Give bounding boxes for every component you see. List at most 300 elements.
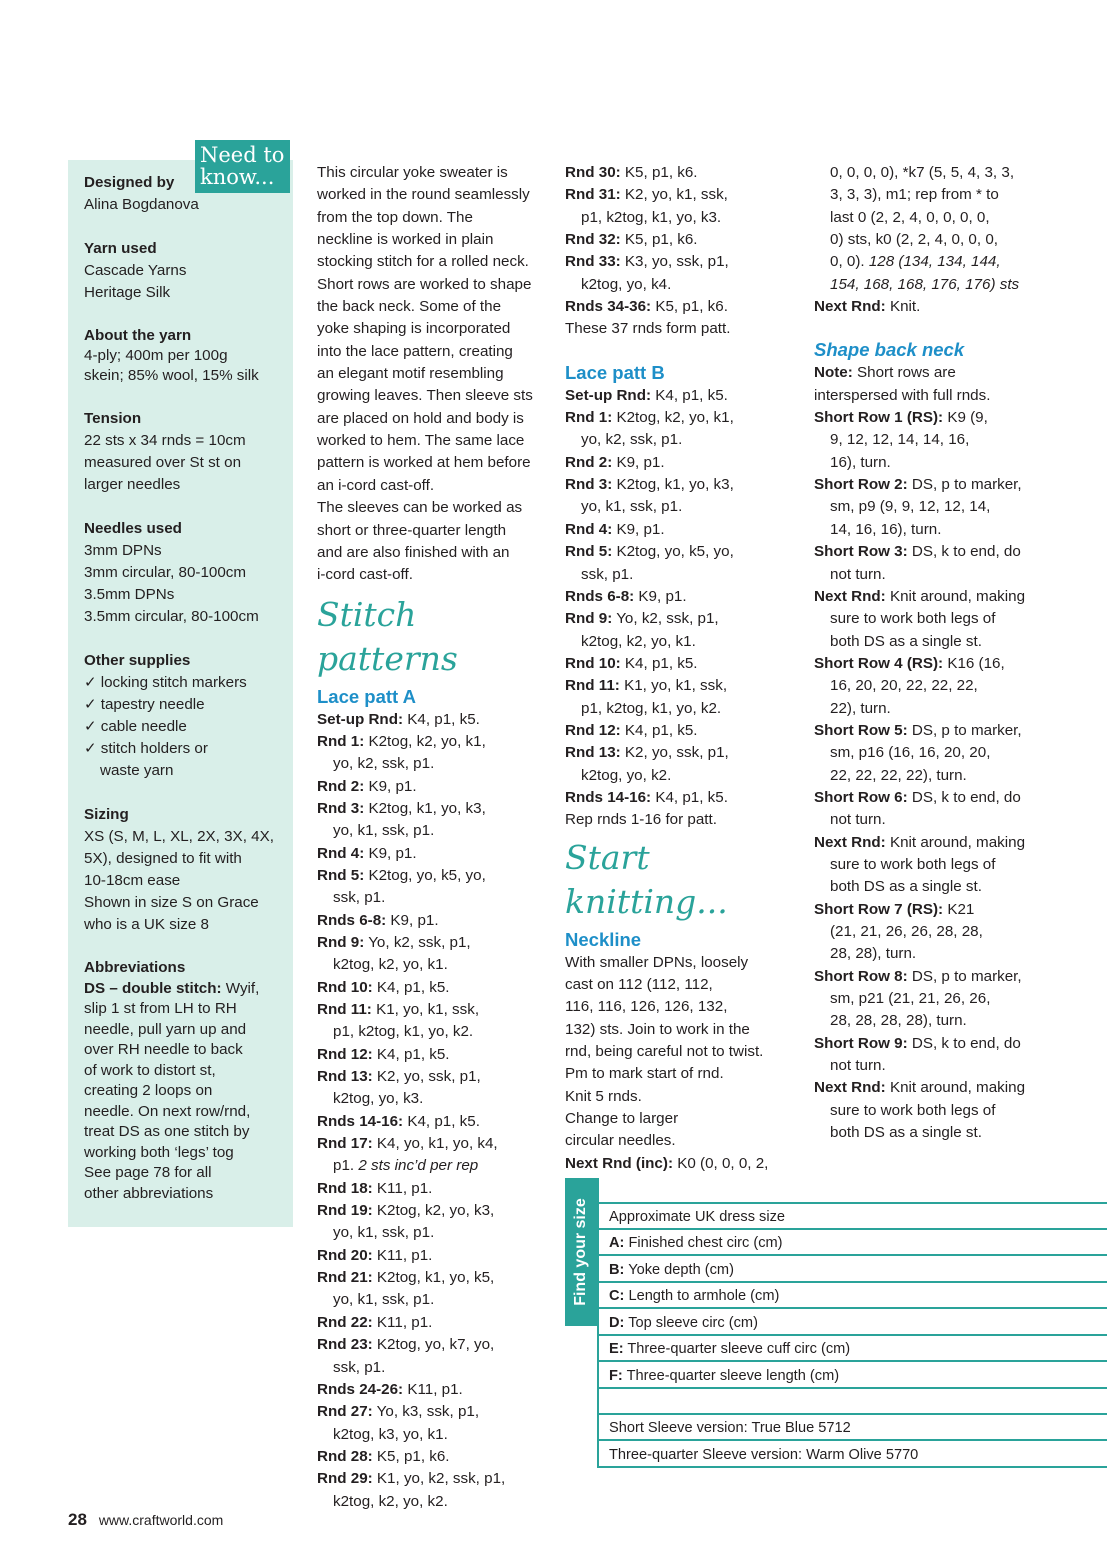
instruction-label: Rnd 10:: [317, 978, 373, 996]
instruction-label: Rnd 19:: [317, 1202, 373, 1220]
column-1: [317, 162, 557, 1513]
lace-b-heading: Lace patt B: [565, 361, 665, 383]
instruction-text: K9, p1.: [386, 911, 439, 929]
instruction-text: K11, p1.: [372, 1313, 433, 1331]
instruction-text: K2tog, k2, yo, k3,: [372, 1202, 495, 1220]
instruction-label: Rnd 4:: [565, 520, 613, 538]
instruction-text: K0 (0, 0, 0, 2,: [673, 1154, 769, 1172]
instruction-label: Rnd 28:: [317, 1447, 373, 1465]
instruction-line: [317, 1401, 557, 1423]
abbr-line: creating 2 loops on: [84, 1082, 213, 1099]
instruction-label: Rnd 5:: [317, 866, 365, 884]
instruction-text: DS, k to end, do: [907, 543, 1021, 561]
instruction-row: [814, 653, 1054, 720]
instruction-row: [565, 452, 805, 474]
instruction-line: [317, 910, 557, 932]
instruction-text: Knit around, making: [885, 587, 1026, 605]
instruction-text: K4, p1, k5.: [403, 1112, 480, 1130]
instruction-text: 0, 0, 0, 0), *k7 (5, 5, 4, 3, 3,: [830, 164, 1015, 181]
neckline-line: Change to larger: [565, 1110, 679, 1128]
instruction-row: [565, 407, 805, 452]
table-row-text: Finished chest circ (cm): [624, 1235, 783, 1251]
abbr-line: over RH needle to back: [84, 1041, 243, 1058]
instruction-text: both DS as a single st.: [830, 878, 982, 896]
instruction-line: [317, 820, 557, 842]
instruction-row: [565, 162, 805, 184]
info-line: 3mm DPNs: [84, 542, 162, 559]
instruction-row: [317, 1044, 557, 1066]
instruction-text: sure to work both legs of: [830, 610, 996, 628]
instruction-row: [565, 742, 805, 787]
start-knitting-heading: Start knitting...: [565, 837, 728, 921]
instruction-line: [317, 932, 557, 954]
info-line: measured over St st on: [84, 454, 242, 471]
neckline-heading: Neckline: [565, 928, 642, 950]
table-row: [597, 1389, 1107, 1415]
info-block-sizing: [84, 804, 284, 936]
instruction-line: [814, 362, 1054, 384]
instruction-label: Rnd 10:: [565, 654, 621, 672]
instruction-row: [317, 1245, 557, 1267]
neckline-line: 132) sts. Join to work in the: [565, 1020, 750, 1038]
footer-url: www.craftworld.com: [98, 1512, 224, 1528]
intro-line: This circular yoke sweater is: [317, 164, 508, 181]
table-row: [597, 1310, 1107, 1336]
instruction-text: yo, k1, ssk, p1.: [333, 1291, 435, 1309]
instruction-text: DS, p to marker,: [907, 476, 1022, 494]
instruction-label: Rnd 23:: [317, 1336, 373, 1354]
instruction-text: interspersed with full rnds.: [814, 386, 991, 404]
table-row-text: Three-quarter sleeve cuff circ (cm): [623, 1341, 851, 1357]
instruction-label: Rnd 9:: [565, 610, 613, 628]
instruction-label: Rnd 33:: [565, 253, 621, 271]
instruction-label: Rnd 2:: [317, 777, 365, 795]
instruction-line: [814, 474, 1054, 496]
info-heading: Abbreviations: [84, 959, 186, 976]
info-line: 22 sts x 34 rnds = 10cm: [84, 432, 246, 449]
intro-line: an i-cord cast-off.: [317, 476, 435, 494]
stitch-count-line: 154, 168, 168, 176, 176) sts: [830, 275, 1020, 293]
instruction-label: Rnd 21:: [317, 1269, 373, 1287]
instruction-text: p1, k2tog, k1, yo, k2.: [581, 699, 722, 717]
instruction-row: [317, 1200, 557, 1245]
instruction-text: K11, p1.: [403, 1380, 463, 1398]
info-heading: Designed by: [84, 174, 175, 191]
info-heading: Yarn used: [84, 240, 157, 257]
instruction-line: [814, 765, 1054, 787]
instruction-text: K2tog, yo, k5, yo,: [612, 543, 734, 561]
info-line: Shown in size S on Grace: [84, 894, 259, 911]
info-line: larger needles: [84, 476, 181, 493]
instruction-text: K5, p1, k6.: [372, 1447, 450, 1465]
intro-line: i-cord cast-off.: [317, 566, 413, 584]
instruction-line: [317, 887, 557, 909]
instruction-text: ssk, p1.: [581, 565, 634, 583]
instruction-label: Rnd 32:: [565, 231, 621, 249]
instruction-line: [565, 274, 805, 296]
instruction-line: [565, 631, 805, 653]
info-line: 3.5mm DPNs: [84, 586, 175, 603]
instruction-text: K1, yo, k1, ssk,: [371, 1001, 480, 1018]
instruction-row: [317, 776, 557, 798]
instruction-line: [317, 1267, 557, 1289]
instruction-line: [565, 229, 805, 251]
info-line: skein; 85% wool, 15% silk: [84, 367, 259, 384]
instruction-row: [814, 541, 1054, 586]
instruction-text: K4, p1, k5.: [620, 654, 698, 672]
abbr-line: of work to distort st,: [84, 1061, 216, 1079]
instruction-text: K9, p1.: [634, 587, 687, 605]
stitch-count: 128 (134, 134, 144,: [868, 253, 1001, 271]
info-block-designed-by: [84, 172, 284, 216]
abbr-line: treat DS as one stitch by: [84, 1123, 250, 1140]
pattern-end-note: Rep rnds 1-16 for patt.: [565, 811, 717, 829]
instruction-text: K5, p1, k6.: [651, 298, 728, 316]
instruction-row: [317, 999, 557, 1044]
instruction-label: Rnd 27:: [317, 1403, 373, 1421]
instruction-text: K2tog, k1, yo, k3,: [364, 799, 486, 817]
instruction-label: Rnds 24-26:: [317, 1380, 404, 1398]
instruction-text: K2tog, yo, k5, yo,: [364, 866, 486, 884]
instruction-line: [317, 1289, 557, 1311]
table-row: [597, 1363, 1107, 1389]
instruction-line: [814, 698, 1054, 720]
instruction-text: K5, p1, k6.: [620, 164, 698, 181]
instruction-row: [565, 541, 805, 586]
instruction-label: Next Rnd:: [814, 298, 886, 316]
instruction-text: K11, p1.: [372, 1246, 433, 1264]
intro-line: are placed on hold and body is: [317, 409, 524, 427]
instruction-row: [317, 1267, 557, 1312]
instruction-line: [814, 854, 1054, 876]
intro-line: Short rows are worked to shape: [317, 275, 532, 293]
info-block-supplies: [84, 650, 284, 782]
instruction-row: [565, 184, 805, 229]
instruction-line: [814, 899, 1054, 921]
instruction-text: 22, 22, 22, 22), turn.: [830, 766, 967, 784]
instruction-label: Rnd 31:: [565, 186, 621, 204]
instruction-row: [317, 709, 557, 731]
table-row-text: Short Sleeve version: True Blue 5712: [609, 1420, 851, 1436]
instruction-line: [814, 608, 1054, 630]
instruction-line: [814, 541, 1054, 563]
instruction-row: [317, 1446, 557, 1468]
instruction-label: Rnd 9:: [317, 933, 365, 951]
info-heading: Tension: [84, 410, 142, 427]
instruction-text: K4, p1, k5.: [651, 386, 728, 404]
table-row: [597, 1204, 1107, 1230]
table-row-text: Yoke depth (cm): [624, 1262, 734, 1278]
intro-line: into the lace pattern, creating: [317, 342, 513, 360]
instruction-text: K9, p1.: [364, 777, 417, 795]
info-line: 4-ply; 400m per 100g: [84, 347, 228, 364]
instruction-line: [317, 1088, 557, 1110]
table-row-text: Three-quarter Sleeve version: Warm Olive 5770: [609, 1447, 919, 1463]
instruction-line: [565, 207, 805, 229]
instruction-row: [565, 229, 805, 251]
instruction-line: [565, 496, 805, 518]
badge-line: Need to: [200, 143, 285, 167]
instruction-text: Knit.: [885, 298, 921, 316]
instruction-text: DS, k to end, do: [907, 788, 1021, 806]
instruction-line: [317, 977, 557, 999]
instruction-line: [814, 162, 1054, 184]
intro-line: short or three-quarter length: [317, 521, 507, 539]
instruction-text: K2, yo, k1, ssk,: [620, 186, 728, 204]
instruction-text: K9, p1.: [364, 844, 417, 862]
instruction-line: [814, 296, 1054, 318]
instruction-row: [814, 407, 1054, 474]
instruction-text: K2tog, yo, k7, yo,: [372, 1336, 495, 1354]
intro-line: stocking stitch for a rolled neck.: [317, 253, 529, 271]
instruction-text: last 0 (2, 2, 4, 0, 0, 0, 0,: [830, 208, 990, 226]
instruction-row: [814, 787, 1054, 832]
instruction-line: [565, 162, 805, 184]
page-number: 28: [68, 1510, 87, 1529]
table-row-text: Length to armhole (cm): [624, 1288, 780, 1304]
neckline-line: 116, 116, 126, 126, 132,: [565, 998, 728, 1016]
instruction-label: Rnd 12:: [565, 721, 621, 739]
instruction-row: [565, 519, 805, 541]
instruction-text: 28, 28), turn.: [830, 945, 917, 963]
instruction-line: [317, 843, 557, 865]
instruction-line: [565, 407, 805, 429]
instruction-line: [565, 1153, 805, 1175]
instruction-row: [317, 1312, 557, 1334]
info-heading: Sizing: [84, 806, 129, 823]
instruction-row: [565, 608, 805, 653]
instruction-line: [317, 1334, 557, 1356]
info-line: 5X), designed to fit with: [84, 850, 242, 867]
instruction-text: K2tog, k2, yo, k1,: [364, 732, 486, 750]
instruction-text: Knit around, making: [885, 1079, 1026, 1097]
shape-back-neck-heading: Shape back neck: [814, 339, 965, 361]
neckline-line: rnd, being careful not to twist.: [565, 1043, 764, 1060]
neckline-line: Knit 5 rnds.: [565, 1087, 642, 1105]
instruction-label: Rnd 5:: [565, 543, 613, 561]
instruction-row: [317, 1111, 557, 1133]
instruction-label: Set-up Rnd:: [317, 710, 404, 728]
instruction-text: 14, 16, 16), turn.: [830, 520, 942, 538]
instruction-line: [814, 229, 1054, 251]
info-line: 3.5mm circular, 80-100cm: [84, 608, 259, 625]
instruction-label: Rnd 30:: [565, 164, 621, 181]
table-row-label: A:: [609, 1235, 625, 1251]
instruction-label: Next Rnd:: [814, 1079, 886, 1097]
abbr-line: needle, pull yarn up and: [84, 1020, 247, 1038]
instruction-text: K1, yo, k1, ssk,: [619, 677, 728, 695]
instruction-line: [565, 564, 805, 586]
instruction-label: Rnds 14-16:: [565, 788, 652, 806]
find-your-size-tab: [565, 1178, 597, 1326]
table-row: [597, 1415, 1107, 1441]
instruction-label: Rnd 4:: [317, 844, 365, 862]
instruction-label: Rnd 3:: [565, 476, 613, 494]
abbr-line: working both ‘legs’ tog: [84, 1143, 234, 1161]
intro-line: neckline is worked in plain: [317, 231, 494, 249]
instruction-label: Rnd 18:: [317, 1179, 373, 1197]
instruction-row: [565, 474, 805, 519]
supply-item: ✓ locking stitch markers: [84, 672, 284, 694]
instruction-line: [565, 296, 805, 318]
instruction-text: Yo, k2, ssk, p1,: [612, 610, 719, 628]
instruction-text: K4, yo, k1, yo, k4,: [372, 1135, 498, 1153]
instruction-line: [814, 943, 1054, 965]
instruction-line: [317, 1446, 557, 1468]
instruction-text: yo, k2, ssk, p1.: [581, 431, 683, 449]
instruction-text: ssk, p1.: [333, 889, 386, 907]
intro-line: and are also finished with an: [317, 543, 510, 561]
instruction-text: K9, p1.: [612, 520, 665, 538]
intro-line: pattern is worked at hem before: [317, 454, 531, 472]
instruction-text: Knit around, making: [885, 833, 1026, 851]
instruction-row: [317, 1468, 557, 1513]
instruction-text: Short rows are: [852, 364, 956, 382]
neckline-line: cast on 112 (112, 112,: [565, 975, 713, 993]
instruction-text: yo, k1, ssk, p1.: [581, 498, 683, 516]
instruction-label: Next Rnd:: [814, 833, 886, 851]
instruction-line: [814, 564, 1054, 586]
info-line: Alina Bogdanova: [84, 196, 199, 213]
instruction-text: K5, p1, k6.: [620, 231, 698, 249]
instruction-line: [565, 742, 805, 764]
instruction-line: [317, 1178, 557, 1200]
pattern-end-note: These 37 rnds form patt.: [565, 320, 731, 338]
instruction-text: 0, 0).: [830, 253, 869, 271]
instruction-line: [814, 452, 1054, 474]
instruction-label: Rnd 3:: [317, 799, 365, 817]
info-line: 10-18cm ease: [84, 872, 181, 889]
instruction-text: K3, yo, ssk, p1,: [620, 253, 729, 271]
instruction-text: K9 (9,: [943, 409, 988, 427]
intro-line: The sleeves can be worked as: [317, 499, 523, 517]
instruction-label: Rnd 13:: [317, 1068, 373, 1086]
instruction-text: p1, k2tog, k1, yo, k2.: [333, 1023, 474, 1041]
instruction-label: Rnd 22:: [317, 1313, 373, 1331]
instruction-line: [565, 653, 805, 675]
column-2: [565, 162, 805, 1175]
instruction-line: [565, 698, 805, 720]
table-row-label: E:: [609, 1341, 624, 1357]
instruction-label: Rnd 29:: [317, 1470, 373, 1488]
info-line: 3mm circular, 80-100cm: [84, 564, 247, 581]
instruction-row: [814, 1077, 1054, 1144]
instruction-text: K4, p1, k5.: [403, 710, 480, 728]
instruction-line: [814, 832, 1054, 854]
instruction-label: Rnd 20:: [317, 1246, 373, 1264]
table-row: [597, 1283, 1107, 1309]
instruction-label: Rnd 17:: [317, 1135, 373, 1153]
table-row: [597, 1442, 1107, 1468]
instruction-line: [317, 999, 557, 1021]
instruction-label: Rnd 1:: [565, 409, 613, 427]
instruction-line: [565, 765, 805, 787]
instruction-line: [565, 251, 805, 273]
instruction-label: Rnds 14-16:: [317, 1112, 404, 1130]
instruction-line: [317, 776, 557, 798]
instruction-label: Next Rnd (inc):: [565, 1154, 673, 1172]
instruction-line: [814, 742, 1054, 764]
instruction-text: k2tog, yo, k2.: [581, 766, 672, 784]
instruction-text: not turn.: [830, 811, 886, 829]
instruction-row: [565, 653, 805, 675]
instruction-row: [565, 787, 805, 809]
instruction-label: Short Row 8:: [814, 967, 908, 985]
instruction-line: [565, 720, 805, 742]
instruction-text: not turn.: [830, 565, 886, 583]
info-line: Heritage Silk: [84, 284, 171, 301]
instruction-text: yo, k1, ssk, p1.: [333, 1224, 435, 1242]
instruction-text: 28, 28, 28, 28), turn.: [830, 1012, 967, 1030]
instruction-line: [565, 608, 805, 630]
instruction-text: K4, p1, k5.: [372, 978, 450, 996]
instruction-label: Rnd 11:: [565, 677, 620, 695]
stitch-patterns-heading: Stitch patterns: [317, 594, 458, 678]
instruction-text: 16, 20, 20, 22, 22, 22,: [830, 677, 978, 695]
instruction-line: [814, 519, 1054, 541]
instruction-line: [317, 1111, 557, 1133]
abbr-text: Wyif,: [221, 979, 260, 997]
instruction-text: sm, p9 (9, 9, 12, 12, 14,: [830, 498, 991, 516]
instruction-text: 9, 12, 12, 14, 14, 16,: [830, 431, 970, 449]
instruction-label: Short Row 7 (RS):: [814, 900, 944, 918]
intro-line: yoke shaping is incorporated: [317, 320, 511, 338]
instruction-text: Yo, k3, ssk, p1,: [372, 1403, 480, 1421]
instruction-line: [317, 865, 557, 887]
instruction-line: [317, 954, 557, 976]
intro-line: an elegant motif resembling: [317, 365, 504, 383]
instruction-row: [814, 586, 1054, 653]
abbr-line: other abbreviations: [84, 1184, 214, 1202]
abbr-line: See page 78 for all: [84, 1164, 212, 1181]
instruction-line: [317, 709, 557, 731]
instruction-text: DS, p to marker,: [907, 967, 1022, 985]
instruction-text: 22), turn.: [830, 699, 891, 717]
instruction-row: [317, 731, 557, 776]
instruction-row: [565, 385, 805, 407]
instruction-row: [814, 720, 1054, 787]
abbr-line: needle. On next row/rnd,: [84, 1102, 251, 1120]
page-footer: [68, 1510, 223, 1530]
instruction-label: Rnd 11:: [317, 1001, 372, 1018]
supply-item: ✓ cable needle: [84, 716, 284, 738]
instruction-line: [317, 1245, 557, 1267]
instruction-line: [317, 731, 557, 753]
abbr-term: DS – double stitch:: [84, 979, 222, 997]
instruction-label: Short Row 6:: [814, 788, 908, 806]
instruction-text: ssk, p1.: [333, 1358, 386, 1376]
instruction-text: K2tog, k1, yo, k3,: [612, 476, 734, 494]
instruction-line: [317, 1200, 557, 1222]
intro-line: worked to hem. The same lace: [317, 432, 525, 450]
instruction-row: [814, 1033, 1054, 1078]
instruction-text: DS, k to end, do: [907, 1034, 1021, 1052]
instruction-line: [317, 1066, 557, 1088]
info-block-abbreviations: [84, 958, 284, 1204]
table-row-text: Top sleeve circ (cm): [624, 1315, 758, 1331]
info-line: who is a UK size 8: [84, 916, 209, 933]
instruction-line: [814, 496, 1054, 518]
instruction-line: [814, 1122, 1054, 1144]
badge-line: know...: [200, 165, 275, 189]
instruction-label: Rnds 34-36:: [565, 298, 652, 316]
instruction-text: K4, p1, k5.: [651, 788, 728, 806]
supply-item: ✓ tapestry needle: [84, 694, 284, 716]
instruction-line: [317, 1222, 557, 1244]
find-your-size-label: Find your size: [572, 1198, 589, 1306]
instruction-line: [317, 1491, 557, 1513]
instruction-row: [565, 296, 805, 318]
